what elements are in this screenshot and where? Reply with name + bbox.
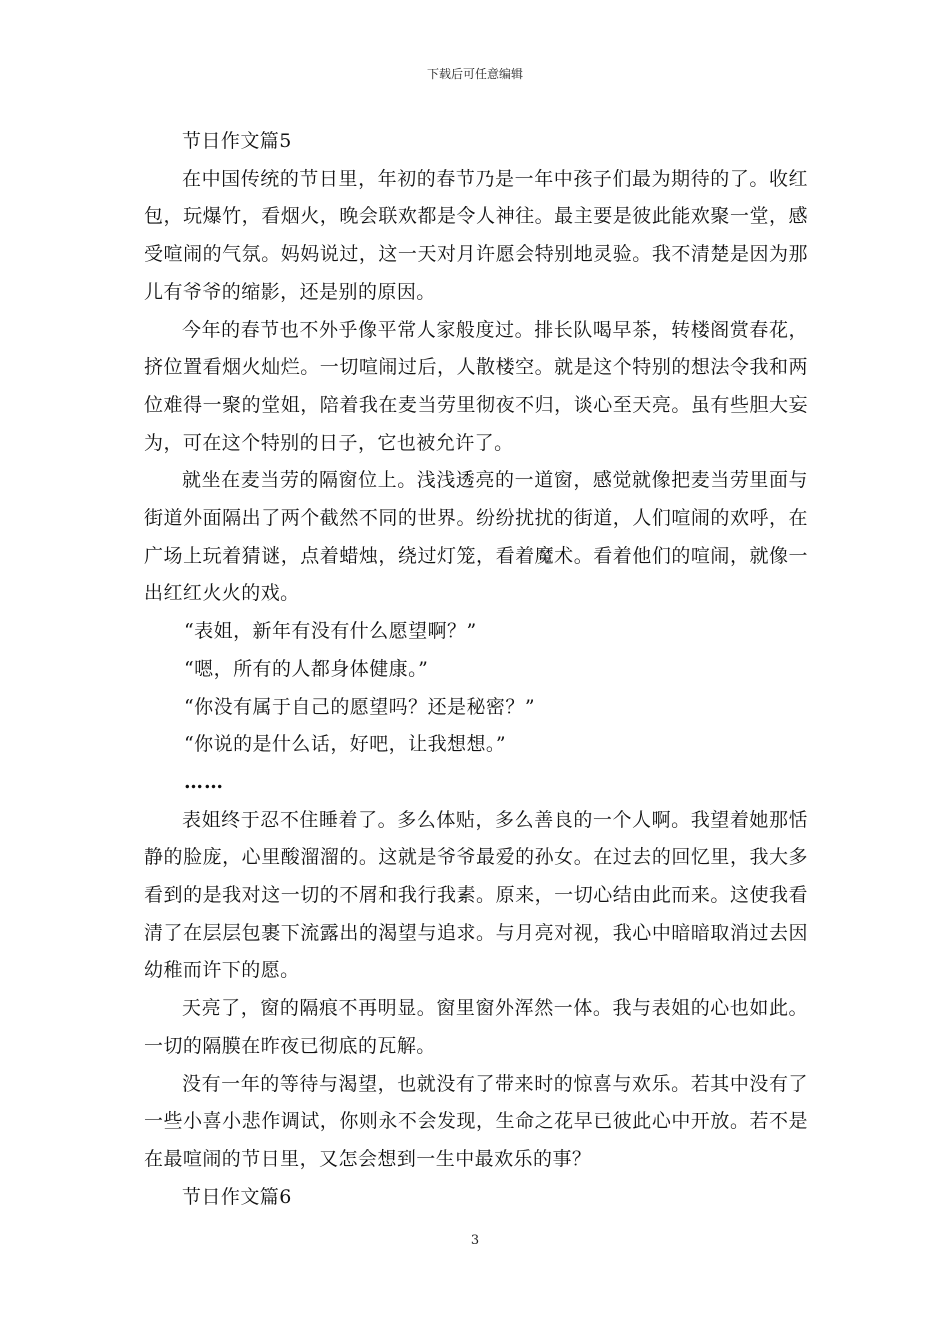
- dialogue-line-3: “你没有属于自己的愿望吗？还是秘密？”: [184, 695, 535, 718]
- dialogue-line-2: “嗯，所有的人都身体健康。”: [184, 657, 429, 680]
- dialogue-line-1: “表姐，新年有没有什么愿望啊？”: [184, 620, 477, 643]
- dialogue-line-4: “你说的是什么话，好吧，让我想想。”: [184, 733, 507, 756]
- paragraph-3: 就坐在麦当劳的隔窗位上。浅浅透亮的一道窗，感觉就像把麦当劳里面与街道外面隔出了两个截然不同的世界。纷纷扰扰的街道，人们喧闹的欢呼，在广场上玩着猜谜，点着蜡烛，绕过灯笼，看着魔术。看着他们的喧闹，就像一出红红火火的戏。: [144, 469, 808, 605]
- paragraph-5: 天亮了，窗的隔痕不再明显。窗里窗外浑然一体。我与表姐的心也如此。一切的隔膜在昨夜已彻底的瓦解。: [144, 997, 808, 1057]
- paragraph-6: 没有一年的等待与渴望，也就没有了带来时的惊喜与欢乐。若其中没有了一些小喜小悲作调试，你则永不会发现，生命之花早已彼此心中开放。若不是在最喧闹的节日里，又怎会想到一生中最欢乐的事？: [144, 1072, 808, 1170]
- page-number: 3: [470, 1233, 480, 1248]
- ellipsis-line: ……: [184, 770, 224, 793]
- paragraph-2: 今年的春节也不外乎像平常人家般度过。排长队喝早茶，转楼阁赏春花，挤位置看烟火灿烂。一切喧闹过后，人散楼空。就是这个特别的想法令我和两位难得一聚的堂姐，陪着我在麦当劳里彻夜不归，谈心至天亮。虽有些胆大妄为，可在这个特别的日子，它也被允许了。: [144, 318, 808, 454]
- section-title-6: 节日作文篇6: [182, 1185, 292, 1208]
- paragraph-1: 在中国传统的节日里，年初的春节乃是一年中孩子们最为期待的了。收红包，玩爆竹，看烟火，晚会联欢都是令人神往。最主要是彼此能欢聚一堂，感受喧闹的气氛。妈妈说过，这一天对月许愿会特别地灵验。我不清楚是因为那儿有爷爷的缩影，还是别的原因。: [144, 167, 808, 303]
- section-title-5: 节日作文篇5: [182, 130, 292, 152]
- document-body: [144, 123, 808, 1216]
- paragraph-4: 表姐终于忍不住睡着了。多么体贴，多么善良的一个人啊。我望着她那恬静的脸庞，心里酸溜溜的。这就是爷爷最爱的孙女。在过去的回忆里，我大多看到的是我对这一切的不屑和我行我素。原来，一切心结由此而来。这使我看清了在层层包裹下流露出的渴望与追求。与月亮对视，我心中暗暗取消过去因幼稚而许下的愿。: [144, 808, 808, 982]
- page-header: 下载后可任意编辑: [426, 67, 523, 81]
